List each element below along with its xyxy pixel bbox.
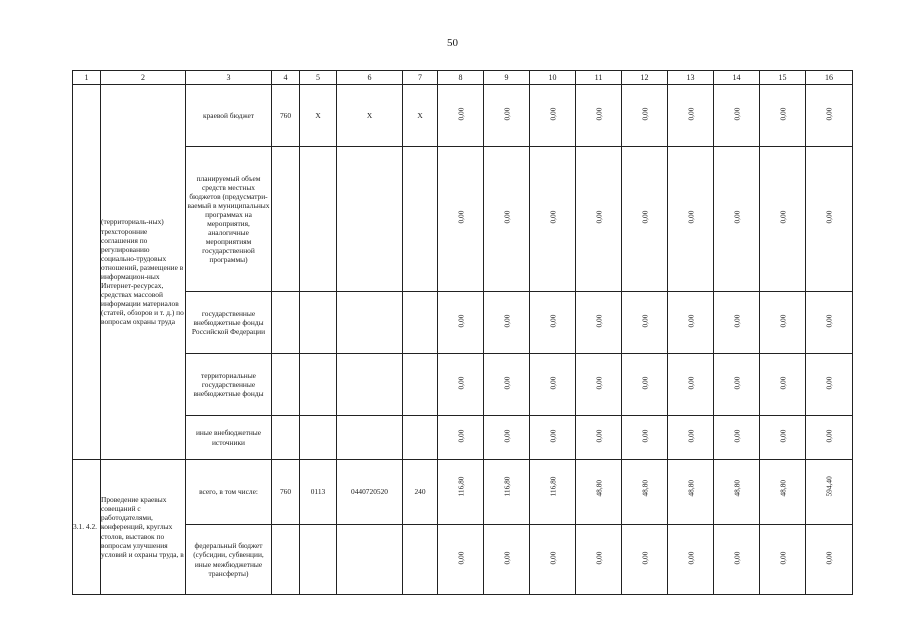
value-cell: 0,00 (639, 211, 649, 224)
value-cell: 48,80 (639, 480, 649, 497)
value-cell: 0,00 (547, 376, 557, 390)
code-cell (403, 525, 438, 595)
value-cell: 0,00 (639, 429, 649, 443)
value-cell: 0,00 (731, 107, 741, 121)
code-cell (272, 354, 300, 416)
code-cell (337, 292, 403, 354)
col-header: 12 (622, 71, 668, 85)
funding-source: всего, в том числе: (186, 460, 272, 525)
value-cell: 0,00 (731, 314, 741, 328)
value-cell: 0,00 (455, 107, 465, 121)
col-header: 7 (403, 71, 438, 85)
value-cell: 0,00 (593, 376, 603, 390)
funding-source: краевой бюджет (186, 85, 272, 147)
value-cell: 0,00 (639, 551, 649, 565)
value-cell: 0,00 (824, 429, 834, 443)
col-header: 11 (576, 71, 622, 85)
value-cell: 0,00 (547, 107, 557, 121)
value-cell: 0,00 (593, 314, 603, 328)
value-cell: 0,00 (685, 211, 695, 224)
code-cell: 0440720520 (337, 460, 403, 525)
funding-source: государственные внебюджетные фонды Российской Федерации (186, 292, 272, 354)
funding-source: иные внебюджетные источники (186, 416, 272, 460)
value-cell: 0,00 (593, 107, 603, 121)
value-cell: 0,00 (824, 107, 834, 121)
col-header: 8 (438, 71, 484, 85)
code-cell: X (300, 85, 337, 147)
code-cell (300, 147, 337, 292)
code-cell (403, 416, 438, 460)
table-row (73, 292, 853, 354)
value-cell: 0,00 (824, 314, 834, 328)
code-cell (300, 525, 337, 595)
code-cell: X (403, 85, 438, 147)
value-cell: 0,00 (501, 314, 511, 328)
value-cell: 0,00 (639, 376, 649, 390)
value-cell: 0,00 (685, 107, 695, 121)
value-cell: 0,00 (501, 107, 511, 121)
value-cell: 48,80 (777, 480, 787, 497)
code-cell (300, 292, 337, 354)
value-cell: 0,00 (547, 211, 557, 224)
funding-source: территориальные государственные внебюджетные фонды (186, 354, 272, 416)
item-number-cell: 3.1. 4.2. (73, 460, 101, 595)
value-cell: 0,00 (639, 107, 649, 121)
activity-description: (территориаль-ных) трехсторонние соглашения по регулированию социально-трудовых отношений, размещение в информацион-ных Интернет-ресурсах, средствах массовой информации материалов (статей, обзоров и т. д.) по вопросам охраны труда (101, 85, 186, 460)
value-cell: 0,00 (731, 211, 741, 224)
header-row (73, 71, 853, 85)
col-header: 13 (668, 71, 714, 85)
code-cell (337, 525, 403, 595)
code-cell (300, 354, 337, 416)
value-cell: 0,00 (824, 211, 834, 224)
col-header: 4 (272, 71, 300, 85)
code-cell (403, 292, 438, 354)
value-cell: 594,40 (824, 476, 834, 497)
value-cell: 0,00 (777, 429, 787, 443)
value-cell: 0,00 (777, 376, 787, 390)
value-cell: 0,00 (777, 107, 787, 121)
value-cell: 0,00 (593, 429, 603, 443)
code-cell (272, 292, 300, 354)
value-cell: 0,00 (455, 211, 465, 224)
value-cell: 0,00 (685, 429, 695, 443)
code-cell (403, 147, 438, 292)
code-cell: 760 (272, 85, 300, 147)
value-cell: 0,00 (777, 551, 787, 565)
col-header: 16 (806, 71, 853, 85)
table-row (73, 85, 853, 147)
col-header: 1 (73, 71, 101, 85)
table-row (73, 147, 853, 292)
code-cell (337, 416, 403, 460)
value-cell: 0,00 (455, 429, 465, 443)
value-cell: 0,00 (731, 429, 741, 443)
value-cell: 48,80 (593, 480, 603, 497)
table-row (73, 416, 853, 460)
code-cell (272, 525, 300, 595)
code-cell (337, 354, 403, 416)
value-cell: 0,00 (501, 211, 511, 224)
col-header: 5 (300, 71, 337, 85)
value-cell: 48,80 (685, 480, 695, 497)
budget-table (72, 70, 853, 595)
value-cell: 0,00 (824, 376, 834, 390)
col-header: 14 (714, 71, 760, 85)
value-cell: 0,00 (685, 376, 695, 390)
value-cell: 116,80 (455, 476, 465, 497)
code-cell: X (337, 85, 403, 147)
table-row (73, 354, 853, 416)
value-cell: 0,00 (593, 211, 603, 224)
value-cell: 116,80 (501, 476, 511, 497)
activity-description: Проведение краевых совещаний с работодателями, конференций, круглых столов, выставок по вопросам улучшения условий и охраны труда, в (101, 460, 186, 595)
col-header: 15 (760, 71, 806, 85)
code-cell (272, 147, 300, 292)
value-cell: 0,00 (824, 551, 834, 565)
value-cell: 0,00 (455, 551, 465, 565)
table-row (73, 525, 853, 595)
code-cell (272, 416, 300, 460)
table-row (73, 460, 853, 525)
value-cell: 0,00 (777, 211, 787, 224)
col-header: 9 (484, 71, 530, 85)
value-cell: 0,00 (639, 314, 649, 328)
value-cell: 0,00 (547, 551, 557, 565)
value-cell: 0,00 (501, 429, 511, 443)
code-cell (337, 147, 403, 292)
value-cell: 0,00 (547, 314, 557, 328)
value-cell: 0,00 (455, 314, 465, 328)
value-cell: 0,00 (501, 551, 511, 565)
value-cell: 0,00 (501, 376, 511, 390)
item-number-cell (73, 85, 101, 460)
value-cell: 0,00 (685, 551, 695, 565)
code-cell: 0113 (300, 460, 337, 525)
code-cell: 240 (403, 460, 438, 525)
value-cell: 48,80 (731, 480, 741, 497)
funding-source: планируемый объем средств местных бюджетов (предусматри-ваемый в муниципальных программах на мероприятия, аналогичные мероприятиям государственной программы) (186, 147, 272, 292)
value-cell: 116,80 (547, 476, 557, 497)
value-cell: 0,00 (455, 376, 465, 390)
code-cell: 760 (272, 460, 300, 525)
value-cell: 0,00 (777, 314, 787, 328)
value-cell: 0,00 (685, 314, 695, 328)
funding-source: федеральный бюджет (субсидии, субвенции, иные межбюджетные трансферты) (186, 525, 272, 595)
col-header: 6 (337, 71, 403, 85)
col-header: 3 (186, 71, 272, 85)
value-cell: 0,00 (593, 551, 603, 565)
col-header: 10 (530, 71, 576, 85)
code-cell (403, 354, 438, 416)
value-cell: 0,00 (731, 551, 741, 565)
page-number: 50 (447, 37, 458, 49)
code-cell (300, 416, 337, 460)
col-header: 2 (101, 71, 186, 85)
value-cell: 0,00 (547, 429, 557, 443)
value-cell: 0,00 (731, 376, 741, 390)
